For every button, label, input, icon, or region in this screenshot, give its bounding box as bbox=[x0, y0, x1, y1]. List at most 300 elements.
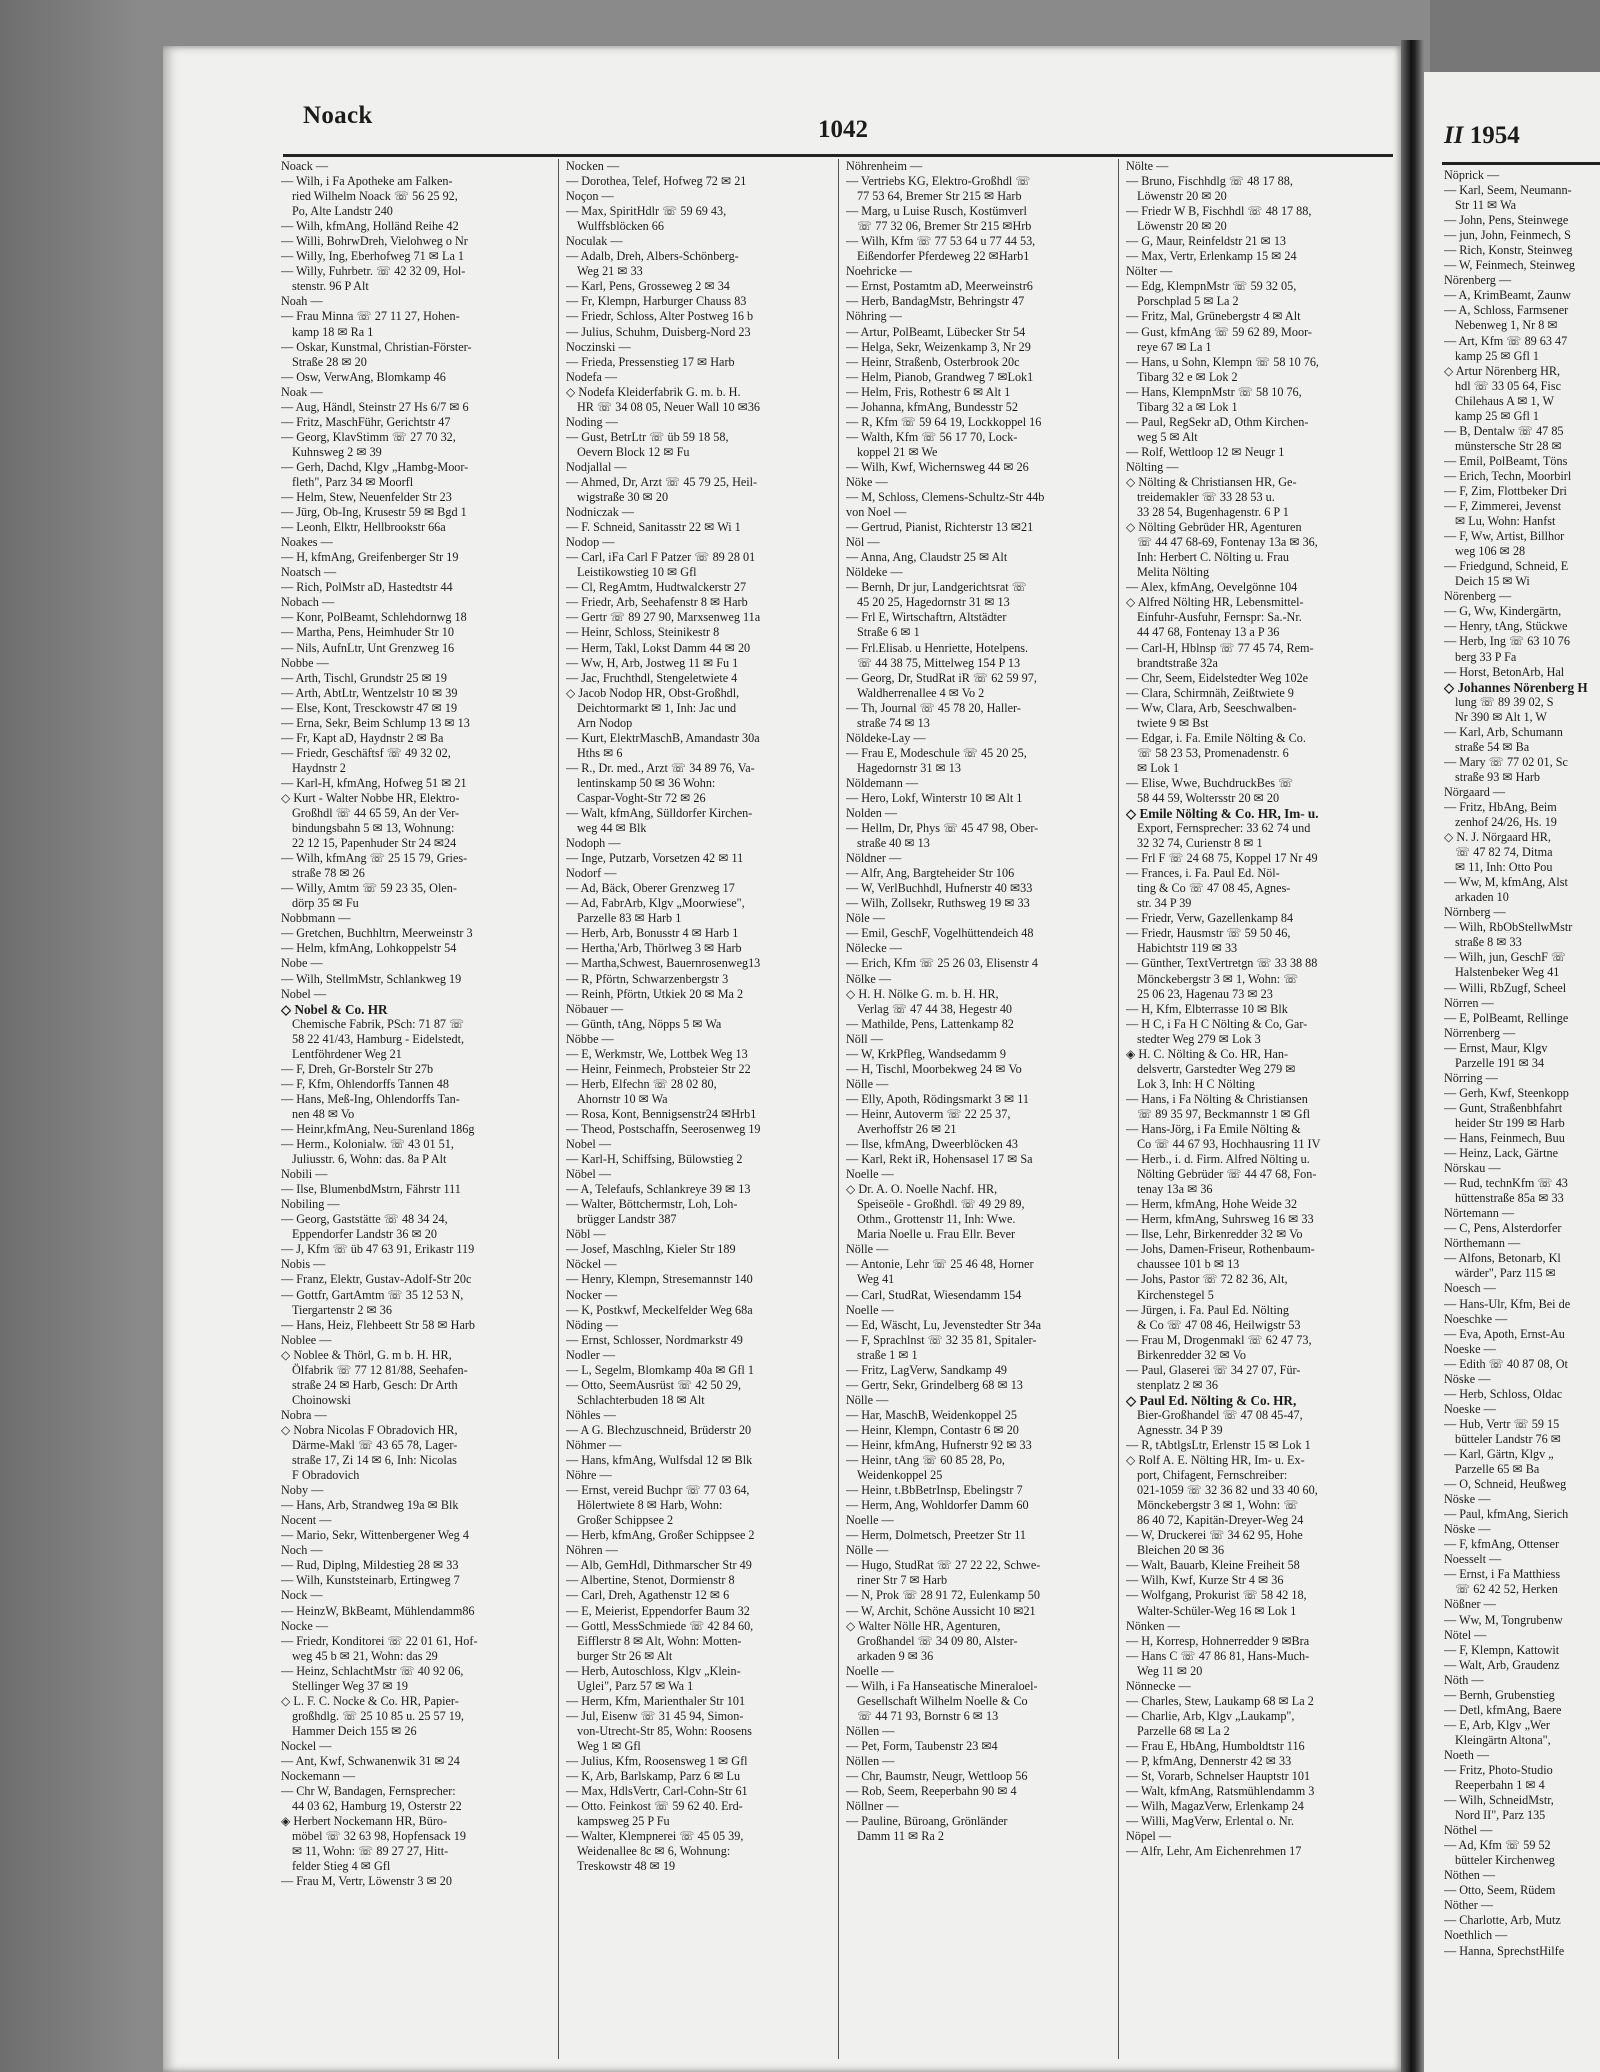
directory-entry: — Fritz, LagVerw, Sandkamp 49 bbox=[846, 1362, 1008, 1377]
surname-heading: Nörnberg — bbox=[1444, 905, 1506, 920]
directory-entry: Stellinger Weg 37 ✉ 19 bbox=[292, 1678, 408, 1693]
surname-heading: Nölle — bbox=[846, 1392, 889, 1407]
directory-entry: — Herm., Kolonialw. ☏ 43 01 51, bbox=[281, 1137, 454, 1152]
surname-heading: Nockemann — bbox=[281, 1769, 356, 1784]
directory-entry: — Karl, Gärtn, Klgv „ bbox=[1444, 1446, 1554, 1461]
directory-entry: Nölting Gebrüder ☏ 44 47 68, Fon- bbox=[1137, 1167, 1317, 1182]
directory-entry: — Wolfgang, Prokurist ☏ 58 42 18, bbox=[1126, 1588, 1307, 1603]
directory-entry: 021-1059 ☏ 32 36 82 und 33 40 60, bbox=[1137, 1483, 1318, 1498]
column-2 bbox=[566, 159, 834, 2059]
directory-entry: — Edith ☏ 40 87 08, Ot bbox=[1444, 1356, 1568, 1371]
directory-entry: — E, PolBeamt, Rellinge bbox=[1444, 1010, 1569, 1025]
directory-entry: Averhoffstr 26 ✉ 21 bbox=[857, 1122, 957, 1136]
directory-entry: — Charles, Stew, Laukamp 68 ✉ La 2 bbox=[1126, 1693, 1314, 1708]
directory-entry: HR ☏ 34 08 05, Neuer Wall 10 ✉36 bbox=[577, 399, 761, 414]
surname-heading: Noçon — bbox=[566, 189, 614, 204]
directory-entry: — Otto, SeemAusrüst ☏ 42 50 29, bbox=[566, 1377, 742, 1392]
directory-entry: — F, Dreh, Gr-Borstelr Str 27b bbox=[281, 1061, 434, 1076]
directory-entry: — Rud, Diplng, Mildestieg 28 ✉ 33 bbox=[281, 1558, 459, 1573]
surname-heading: Nobili — bbox=[281, 1167, 328, 1182]
directory-entry: — F, kfmAng, Ottenser bbox=[1444, 1537, 1560, 1552]
directory-entry: — Frau M, Drogenmakl ☏ 62 47 73, bbox=[1126, 1332, 1312, 1347]
directory-entry: — Herb, Elfechn ☏ 28 02 80, bbox=[566, 1076, 717, 1091]
directory-entry: Eifflerstr 8 ✉ Alt, Wohn: Motten- bbox=[577, 1633, 742, 1648]
directory-entry: — Wilh, Zollsekr, Ruthsweg 19 ✉ 33 bbox=[846, 896, 1030, 911]
surname-heading: Noeske — bbox=[1444, 1401, 1496, 1416]
directory-entry: — K, Postkwf, Meckelfelder Weg 68a bbox=[566, 1302, 753, 1317]
directory-entry: ◇ N. J. Nörgaard HR, bbox=[1444, 830, 1551, 845]
directory-entry: — G, Ww, Kindergärtn, bbox=[1444, 604, 1562, 619]
directory-entry: ◇ Rolf A. E. Nölting HR, Im- u. Ex- bbox=[1126, 1453, 1305, 1468]
directory-entry: — Friedr W B, Fischhdl ☏ 48 17 88, bbox=[1126, 204, 1312, 219]
directory-entry: — Herb, kfmAng, Großer Schippsee 2 bbox=[566, 1528, 755, 1543]
directory-entry: Leistikowstieg 10 ✉ Gfl bbox=[577, 565, 697, 580]
directory-entry: — Ww, Clara, Arb, Seeschwalben- bbox=[1126, 700, 1297, 715]
directory-entry: — Friedr, Hausmstr ☏ 59 50 46, bbox=[1126, 926, 1291, 941]
directory-entry: — R, tAbtlgsLtr, Erlenstr 15 ✉ Lok 1 bbox=[1126, 1437, 1311, 1452]
directory-entry: — Gust, BetrLtr ☏ üb 59 18 58, bbox=[566, 429, 729, 444]
directory-entry: — Karl, Pens, Grosseweg 2 ✉ 34 bbox=[566, 279, 730, 294]
directory-entry: ◇ Artur Nörenberg HR, bbox=[1444, 363, 1561, 378]
directory-entry: — Elise, Wwe, BuchdruckBes ☏ bbox=[1126, 775, 1294, 790]
surname-heading: Nöbauer — bbox=[566, 1001, 624, 1016]
directory-entry: — Chr, Baumstr, Neugr, Wettloop 56 bbox=[846, 1769, 1028, 1784]
directory-entry: — Gunt, Straßenbhfahrt bbox=[1444, 1100, 1563, 1115]
directory-entry: ◇ Dr. A. O. Noelle Nachf. HR, bbox=[846, 1182, 998, 1197]
column-1 bbox=[281, 159, 549, 2059]
directory-entry: — Pauline, Büroang, Grönländer bbox=[846, 1814, 1008, 1829]
directory-entry: 25 06 23, Hagenau 73 ✉ 23 bbox=[1137, 986, 1273, 1001]
directory-entry: — Emil, GeschF, Vogelhüttendeich 48 bbox=[846, 926, 1034, 941]
directory-entry: — Friedr, Schloss, Alter Postweg 16 b bbox=[566, 309, 754, 324]
directory-entry: port, Chifagent, Fernschreiber: bbox=[1137, 1468, 1288, 1483]
directory-entry: ◇ Nobra Nicolas F Obradovich HR, bbox=[281, 1422, 458, 1437]
directory-entry: — Konr, PolBeamt, Schlehdornwg 18 bbox=[281, 610, 467, 625]
surname-heading: Nöhmer — bbox=[566, 1437, 622, 1452]
directory-entry: — Fritz, Mal, Grünebergstr 4 ✉ Alt bbox=[1126, 309, 1301, 324]
directory-entry: ☏ 47 82 74, Ditma bbox=[1455, 845, 1553, 860]
directory-entry: — Reinh, Pförtn, Utkiek 20 ✉ Ma 2 bbox=[566, 986, 744, 1001]
directory-entry: — Heinr, tAng ☏ 60 85 28, Po, bbox=[846, 1453, 1005, 1468]
directory-entry: — Jürgen, i. Fa. Paul Ed. Nölting bbox=[1126, 1302, 1289, 1317]
directory-entry: wigstraße 30 ✉ 20 bbox=[577, 490, 669, 505]
directory-entry: Weg 21 ✉ 33 bbox=[577, 264, 643, 279]
directory-entry: Deichtormarkt ✉ 1, Inh: Jac und bbox=[577, 700, 737, 715]
surname-heading: Nölte — bbox=[1126, 159, 1169, 173]
directory-entry: — Gertrud, Pianist, Richterstr 13 ✉21 bbox=[846, 520, 1034, 535]
directory-entry: ☏ 44 47 68-69, Fontenay 13a ✉ 36, bbox=[1137, 535, 1318, 550]
right-year: 1954 bbox=[1469, 122, 1520, 149]
directory-entry: — Horst, BetonArb, Hal bbox=[1444, 664, 1565, 679]
directory-entry: — Max, Vertr, Erlenkamp 15 ✉ 24 bbox=[1126, 249, 1297, 264]
directory-entry: — Frl E, Wirtschaftrn, Altstädter bbox=[846, 610, 1007, 625]
surname-heading: Nöl — bbox=[846, 535, 880, 550]
directory-entry: — Edgar, i. Fa. Emile Nölting & Co. bbox=[1126, 730, 1306, 745]
directory-entry: weg 45 b ✉ 21, Wohn: das 29 bbox=[292, 1648, 438, 1663]
directory-entry: arkaden 10 bbox=[1455, 890, 1509, 905]
directory-entry: — Hellm, Dr, Phys ☏ 45 47 98, Ober- bbox=[846, 821, 1039, 836]
surname-heading: Noatsch — bbox=[281, 565, 337, 580]
directory-entry: — Frau E, HbAng, Humboldtstr 116 bbox=[1126, 1738, 1305, 1753]
directory-entry: Waldherrenallee 4 ✉ Vo 2 bbox=[857, 685, 985, 700]
surname-heading: Nöther — bbox=[1444, 1898, 1494, 1913]
directory-entry: — Gertr, Sekr, Grindelberg 68 ✉ 13 bbox=[846, 1377, 1023, 1392]
directory-entry: Mönckebergstr 3 ✉ 1, Wohn: ☏ bbox=[1137, 1498, 1299, 1513]
directory-entry: — Max, SpiritHdlr ☏ 59 69 43, bbox=[566, 204, 727, 219]
surname-heading: Noack — bbox=[281, 159, 329, 173]
directory-entry: — Hanna, SprechstHilfe bbox=[1444, 1943, 1565, 1958]
directory-entry: — Ilse, BlumenbdMstrn, Fährstr 111 bbox=[281, 1182, 461, 1197]
directory-entry: Chilehaus A ✉ 1, W bbox=[1455, 393, 1555, 408]
directory-entry: — Helm, Pianob, Grandweg 7 ✉Lok1 bbox=[846, 369, 1034, 384]
directory-entry: möbel ☏ 32 63 98, Hopfensack 19 bbox=[292, 1829, 466, 1844]
directory-entry: Weg 41 bbox=[857, 1272, 895, 1287]
directory-entry: — Georg, Dr, StudRat iR ☏ 62 59 97, bbox=[846, 670, 1037, 685]
directory-entry: ◇ Jacob Nodop HR, Obst-Großhdl, bbox=[566, 685, 740, 700]
directory-entry: Hammer Deich 155 ✉ 26 bbox=[292, 1723, 417, 1738]
directory-entry: — Heinr,kfmAng, Neu-Surenland 186g bbox=[281, 1122, 475, 1136]
directory-entry: riner Str 7 ✉ Harb bbox=[857, 1573, 948, 1588]
directory-entry: — E, Arb, Klgv „Wer bbox=[1444, 1717, 1550, 1732]
surname-heading: Nölke — bbox=[846, 971, 892, 986]
directory-entry: koppel 21 ✉ We bbox=[857, 444, 938, 459]
book-gutter bbox=[1401, 40, 1424, 2072]
surname-heading: Nöhren — bbox=[566, 1543, 618, 1558]
directory-entry: zenhof 24/26, Hs. 19 bbox=[1455, 815, 1557, 830]
surname-heading: Nöthen — bbox=[1444, 1868, 1496, 1883]
directory-entry: bütteler Kirchenweg bbox=[1455, 1853, 1555, 1868]
directory-entry: tenay 13a ✉ 36 bbox=[1137, 1182, 1213, 1197]
right-column bbox=[1444, 168, 1600, 2068]
directory-entry: — Kurt, ElektrMaschB, Amandastr 30a bbox=[566, 730, 760, 745]
directory-entry: hdl ☏ 33 05 64, Fisc bbox=[1455, 378, 1561, 393]
directory-entry: ◇ Nodefa Kleiderfabrik G. m. b. H. bbox=[566, 384, 741, 399]
directory-entry: — Wilh, Kwf, Wichernsweg 44 ✉ 26 bbox=[846, 459, 1029, 474]
directory-entry: stedter Weg 279 ✉ Lok 3 bbox=[1137, 1031, 1261, 1046]
surname-heading: Nörskau — bbox=[1444, 1161, 1501, 1176]
directory-entry: stenstr. 96 P Alt bbox=[292, 279, 369, 294]
directory-entry: weg 5 ✉ Alt bbox=[1137, 429, 1198, 444]
directory-entry: — Willi, RbZugf, Scheel bbox=[1444, 980, 1567, 995]
directory-entry: Straße 6 ✉ 1 bbox=[857, 625, 920, 640]
directory-entry: Ölfabrik ☏ 77 12 81/88, Seehafen- bbox=[292, 1362, 468, 1377]
directory-entry: — Walter, Klempnerei ☏ 45 05 39, bbox=[566, 1829, 744, 1844]
directory-entry: — Willi, MagVerw, Erlental o. Nr. bbox=[1126, 1814, 1295, 1829]
directory-entry: kamp 25 ✉ Gfl 1 bbox=[1455, 348, 1540, 363]
directory-entry: — Heinr, Klempn, Contastr 6 ✉ 20 bbox=[846, 1422, 1019, 1437]
surname-heading: Nöprick — bbox=[1444, 168, 1500, 182]
directory-entry: Lentföhrdener Weg 21 bbox=[292, 1046, 402, 1061]
directory-entry: Wulffsblöcken 66 bbox=[577, 219, 664, 234]
directory-entry: ◈ Herbert Nockemann HR, Büro- bbox=[281, 1814, 448, 1829]
directory-entry: Inh: Herbert C. Nölting u. Frau bbox=[1137, 550, 1289, 565]
directory-entry: — Karl, Seem, Neumann- bbox=[1444, 183, 1572, 198]
directory-entry: — Oskar, Kunstmal, Christian-Förster- bbox=[281, 339, 472, 354]
surname-heading: Nöske — bbox=[1444, 1492, 1491, 1507]
directory-entry: Löwenstr 20 ✉ 20 bbox=[1137, 219, 1227, 234]
directory-entry: — Ilse, Lehr, Birkenredder 32 ✉ Vo bbox=[1126, 1227, 1303, 1242]
directory-entry: — Heinr, Autoverm ☏ 22 25 37, bbox=[846, 1106, 1011, 1121]
directory-entry: — Hugo, StudRat ☏ 27 22 22, Schwe- bbox=[846, 1558, 1041, 1573]
directory-entry: — A, Schloss, Farmsener bbox=[1444, 303, 1569, 318]
column-divider bbox=[558, 159, 559, 2059]
directory-entry: — Aug, Händl, Steinstr 27 Hs 6/7 ✉ 6 bbox=[281, 399, 469, 414]
surname-heading: Nobis — bbox=[281, 1257, 326, 1272]
directory-entry: Co ☏ 44 67 93, Hochhausring 11 IV bbox=[1137, 1137, 1321, 1152]
surname-heading: Noak — bbox=[281, 384, 323, 399]
directory-entry: heider Str 199 ✉ Harb bbox=[1455, 1115, 1565, 1130]
surname-heading: Nodefa — bbox=[566, 369, 618, 384]
surname-heading: Nörthemann — bbox=[1444, 1236, 1521, 1251]
directory-entry: 32 32 74, Curienstr 8 ✉ 1 bbox=[1137, 836, 1263, 851]
right-header-rule bbox=[1442, 162, 1600, 165]
directory-entry: — Johanna, kfmAng, Bundesstr 52 bbox=[846, 399, 1018, 414]
directory-entry: — Walter, Böttchermstr, Loh, Loh- bbox=[566, 1197, 738, 1212]
directory-entry: — Rob, Seem, Reeperbahn 90 ✉ 4 bbox=[846, 1784, 1017, 1799]
directory-entry: Parzelle 68 ✉ La 2 bbox=[1137, 1723, 1230, 1738]
directory-entry: — Wilh, i Fa Hanseatische Mineraloel- bbox=[846, 1678, 1038, 1693]
directory-entry: — W, Feinmech, Steinweg bbox=[1444, 258, 1576, 273]
directory-entry: — Ernst, Maur, Klgv bbox=[1444, 1040, 1548, 1055]
directory-entry: Tiergartenstr 2 ✉ 36 bbox=[292, 1302, 392, 1317]
directory-entry: — Willi, BohrwDreh, Vielohweg o Nr bbox=[281, 234, 468, 249]
directory-entry: ◇ Kurt - Walter Nobbe HR, Elektro- bbox=[281, 790, 460, 805]
surname-heading: Nörren — bbox=[1444, 995, 1494, 1010]
directory-entry: straße 40 ✉ 13 bbox=[857, 836, 930, 851]
surname-heading: Nölter — bbox=[1126, 264, 1173, 279]
surname-heading: Nöldeke-Lay — bbox=[846, 730, 926, 745]
directory-entry: — Willy, Ing, Eberhofweg 71 ✉ La 1 bbox=[281, 249, 465, 264]
directory-entry: — Wilh, StellmMstr, Schlankweg 19 bbox=[281, 971, 462, 986]
directory-entry: — Herb, Schloss, Oldac bbox=[1444, 1386, 1563, 1401]
directory-entry: — Wilh, Kwf, Kurze Str 4 ✉ 36 bbox=[1126, 1573, 1284, 1588]
directory-entry: — F, Ww, Artist, Billhor bbox=[1444, 529, 1565, 544]
directory-entry: — Günther, TextVertretgn ☏ 33 38 88 bbox=[1126, 956, 1318, 971]
directory-entry: — Clara, Schirmnäh, Zeißtwiete 9 bbox=[1126, 685, 1294, 700]
directory-entry: 22 12 15, Papenhuder Str 24 ✉24 bbox=[292, 836, 457, 851]
directory-entry: — Helm, Fris, Rothestr 6 ✉ Alt 1 bbox=[846, 384, 1011, 399]
directory-entry: ting & Co ☏ 47 08 45, Agnes- bbox=[1137, 881, 1291, 896]
surname-heading: Noehricke — bbox=[846, 264, 912, 279]
directory-entry: — Adalb, Dreh, Albers-Schönberg- bbox=[566, 249, 739, 264]
directory-entry: — Mario, Sekr, Wittenbergener Weg 4 bbox=[281, 1528, 469, 1543]
directory-entry: — J, Kfm ☏ üb 47 63 91, Erikastr 119 bbox=[281, 1242, 475, 1257]
directory-entry: — Herm, kfmAng, Suhrsweg 16 ✉ 33 bbox=[1126, 1212, 1314, 1227]
directory-entry: — Franz, Elektr, Gustav-Adolf-Str 20c bbox=[281, 1272, 472, 1287]
directory-entry: — Vertriebs KG, Elektro-Großhdl ☏ bbox=[846, 174, 1031, 189]
directory-entry: kamp 18 ✉ Ra 1 bbox=[292, 324, 374, 339]
surname-heading: Nöll — bbox=[846, 1031, 883, 1046]
surname-heading: Nöllner — bbox=[846, 1799, 899, 1814]
directory-entry: straße 93 ✉ Harb bbox=[1455, 769, 1541, 784]
directory-entry: — Bernh, Grubenstieg bbox=[1444, 1687, 1555, 1702]
directory-entry: — F, Klempn, Kattowit bbox=[1444, 1642, 1560, 1657]
directory-entry: twiete 9 ✉ Bst bbox=[1137, 715, 1209, 730]
directory-entry: — Antonie, Lehr ☏ 25 46 48, Horner bbox=[846, 1257, 1034, 1272]
directory-entry: — Osw, VerwAng, Blomkamp 46 bbox=[281, 369, 446, 384]
directory-entry: — Helga, Sekr, Weizenkamp 3, Nr 29 bbox=[846, 339, 1031, 354]
directory-entry: — Dorothea, Telef, Hofweg 72 ✉ 21 bbox=[566, 174, 747, 189]
directory-entry: Reeperbahn 1 ✉ 4 bbox=[1455, 1778, 1545, 1793]
directory-entry: — Ad, FabrArb, Klgv „Moorwiese", bbox=[566, 896, 745, 911]
directory-entry: Birkenredder 32 ✉ Vo bbox=[1137, 1347, 1246, 1362]
directory-entry: Ahornstr 10 ✉ Wa bbox=[577, 1091, 668, 1106]
directory-entry: Kirchenstegel 5 bbox=[1137, 1287, 1214, 1302]
directory-entry: — Alex, kfmAng, Oevelgönne 104 bbox=[1126, 580, 1298, 595]
directory-entry: ◇ Alfred Nölting HR, Lebensmittel- bbox=[1126, 595, 1304, 610]
directory-entry: — Karl, Arb, Schumann bbox=[1444, 724, 1563, 739]
directory-entry: arkaden 9 ✉ 36 bbox=[857, 1648, 934, 1663]
column-3 bbox=[846, 159, 1114, 2059]
surname-heading: Nöbbe — bbox=[566, 1031, 614, 1046]
directory-entry: — Ahmed, Dr, Arzt ☏ 45 79 25, Heil- bbox=[566, 474, 758, 489]
directory-entry: & Co ☏ 47 08 46, Heilwigstr 53 bbox=[1137, 1317, 1301, 1332]
directory-entry: — Julius, Schuhm, Duisberg-Nord 23 bbox=[566, 324, 751, 339]
directory-entry: — Erich, Kfm ☏ 25 26 03, Elisenstr 4 bbox=[846, 956, 1038, 971]
surname-heading: Noeske — bbox=[1444, 1341, 1496, 1356]
directory-entry: — Albertine, Stenot, Dormienstr 8 bbox=[566, 1573, 735, 1588]
directory-entry: — Wilh, SchneidMstr, bbox=[1444, 1793, 1554, 1808]
column-4 bbox=[1126, 159, 1394, 2059]
directory-entry: — A, KrimBeamt, Zaunw bbox=[1444, 288, 1571, 303]
directory-entry: ☏ 44 71 93, Bornstr 6 ✉ 13 bbox=[857, 1708, 999, 1723]
directory-entry: — Carl-H, Hblnsp ☏ 77 45 74, Rem- bbox=[1126, 640, 1314, 655]
directory-entry: Hths ✉ 6 bbox=[577, 745, 623, 760]
directory-entry: — Gertr ☏ 89 27 90, Marxsenweg 11a bbox=[566, 610, 761, 625]
directory-entry: — Arth, AbtLtr, Wentzelstr 10 ✉ 39 bbox=[281, 685, 458, 700]
directory-entry: Chemische Fabrik, PSch: 71 87 ☏ bbox=[292, 1016, 465, 1031]
directory-entry: reye 67 ✉ La 1 bbox=[1137, 339, 1212, 354]
directory-entry: ◇ L. F. C. Nocke & Co. HR, Papier- bbox=[281, 1693, 459, 1708]
directory-entry: Parzelle 191 ✉ 34 bbox=[1455, 1055, 1545, 1070]
directory-entry: — Marg, u Luise Rusch, Kostümverl bbox=[846, 204, 1027, 219]
surname-heading: Noeth — bbox=[1444, 1747, 1490, 1762]
directory-entry: ◇ Johannes Nörenberg H bbox=[1444, 679, 1588, 695]
directory-entry: brandtstraße 32a bbox=[1137, 655, 1218, 670]
directory-entry: — Georg, Gaststätte ☏ 48 34 24, bbox=[281, 1212, 448, 1227]
directory-entry: — Helm, kfmAng, Lohkoppelstr 54 bbox=[281, 941, 457, 956]
directory-entry: 58 22 41/43, Hamburg - Eidelstedt, bbox=[292, 1031, 465, 1046]
surname-heading: Nobach — bbox=[281, 595, 335, 610]
surname-heading: Nöllen — bbox=[846, 1753, 895, 1768]
directory-entry: — Anna, Ang, Claudstr 25 ✉ Alt bbox=[846, 550, 1008, 565]
directory-entry: Maria Noelle u. Frau Ellr. Bever bbox=[857, 1227, 1016, 1242]
surname-heading: Noby — bbox=[281, 1483, 324, 1498]
directory-entry: — Ernst, i Fa Matthiess bbox=[1444, 1567, 1561, 1582]
directory-entry: 44 47 68, Fontenay 13 a P 36 bbox=[1137, 625, 1280, 640]
directory-entry: — G, Maur, Reinfeldstr 21 ✉ 13 bbox=[1126, 234, 1287, 249]
surname-heading: Nöke — bbox=[846, 474, 888, 489]
surname-heading: Noelle — bbox=[846, 1513, 894, 1528]
directory-entry: — Fritz, MaschFühr, Gerichtstr 47 bbox=[281, 414, 451, 429]
directory-entry: — Walth, Kfm ☏ 56 17 70, Lock- bbox=[846, 429, 1018, 444]
right-volume-mark: II bbox=[1444, 122, 1464, 149]
directory-entry: — Friedgund, Schneid, E bbox=[1444, 559, 1569, 574]
directory-entry: burger Str 26 ✉ Alt bbox=[577, 1648, 673, 1663]
directory-entry: Treskowstr 48 ✉ 19 bbox=[577, 1859, 676, 1874]
surname-heading: Nölecke — bbox=[846, 941, 902, 956]
surname-heading: Noethlich — bbox=[1444, 1928, 1508, 1943]
surname-heading: Nöbel — bbox=[566, 1167, 612, 1182]
directory-entry: — Rich, Konstr, Steinweg bbox=[1444, 243, 1573, 258]
directory-entry: — Herm, Ang, Wohldorfer Damm 60 bbox=[846, 1498, 1029, 1513]
surname-heading: Noculak — bbox=[566, 234, 623, 249]
directory-entry: — Herm, Takl, Lokst Damm 44 ✉ 20 bbox=[566, 640, 751, 655]
surname-heading: Noeschke — bbox=[1444, 1311, 1508, 1326]
directory-entry: ☏ 77 32 06, Bremer Str 215 ✉Hrb bbox=[857, 219, 1032, 234]
directory-entry: — Frances, i. Fa. Paul Ed. Nöl- bbox=[1126, 866, 1280, 881]
directory-entry: — Hans-Jörg, i Fa Emile Nölting & bbox=[1126, 1122, 1301, 1136]
surname-heading: Nölle — bbox=[846, 1543, 889, 1558]
directory-entry: Arn Nodop bbox=[577, 715, 633, 730]
directory-entry: Damm 11 ✉ Ra 2 bbox=[857, 1829, 944, 1844]
surname-heading: Nodler — bbox=[566, 1347, 616, 1362]
directory-entry: — Hans, KlempnMstr ☏ 58 10 76, bbox=[1126, 384, 1302, 399]
directory-entry: — Heinz, SchlachtMstr ☏ 40 92 06, bbox=[281, 1663, 464, 1678]
directory-entry: ◇ Nölting & Christiansen HR, Ge- bbox=[1126, 474, 1297, 489]
directory-entry: — Inge, Putzarb, Vorsetzen 42 ✉ 11 bbox=[566, 851, 744, 866]
directory-entry: — Carl, Dreh, Agathenstr 12 ✉ 6 bbox=[566, 1588, 730, 1603]
directory-entry: — Else, Kont, Tresckowstr 47 ✉ 19 bbox=[281, 700, 458, 715]
directory-entry: Haydnstr 2 bbox=[292, 760, 346, 775]
directory-entry: — W, Archit, Schöne Aussicht 10 ✉21 bbox=[846, 1603, 1036, 1618]
directory-entry: — Herb, Arb, Bonusstr 4 ✉ Harb 1 bbox=[566, 926, 739, 941]
directory-entry: — Heinr, Feinmech, Probsteier Str 22 bbox=[566, 1061, 751, 1076]
directory-entry: — Heinr, Straßenb, Osterbrook 20c bbox=[846, 354, 1020, 369]
directory-entry: — Walt, kfmAng, Ratsmühlendamm 3 bbox=[1126, 1784, 1315, 1799]
directory-entry: — Fr, Klempn, Harburger Chauss 83 bbox=[566, 294, 747, 309]
surname-heading: Noding — bbox=[566, 414, 618, 429]
directory-entry: — Eva, Apoth, Ernst-Au bbox=[1444, 1326, 1565, 1341]
surname-heading: Nörring — bbox=[1444, 1070, 1498, 1085]
directory-entry: Nord II", Parz 135 bbox=[1455, 1808, 1546, 1823]
surname-heading: Nöbl — bbox=[566, 1227, 606, 1242]
surname-heading: Noblee — bbox=[281, 1332, 332, 1347]
directory-entry: — Mathilde, Pens, Lattenkamp 82 bbox=[846, 1016, 1014, 1031]
directory-entry: — Willy, Fuhrbetr. ☏ 42 32 09, Hol- bbox=[281, 264, 466, 279]
directory-entry: — Alb, GemHdl, Dithmarscher Str 49 bbox=[566, 1558, 752, 1573]
directory-entry: kamp 25 ✉ Gfl 1 bbox=[1455, 408, 1540, 423]
surname-heading: Nöth — bbox=[1444, 1672, 1484, 1687]
directory-entry: — jun, John, Feinmech, S bbox=[1444, 228, 1571, 243]
directory-entry: — Herb, Ing ☏ 63 10 76 bbox=[1444, 634, 1570, 649]
directory-entry: Eppendorfer Landstr 36 ✉ 20 bbox=[292, 1227, 437, 1242]
directory-entry: — M, Schloss, Clemens-Schultz-Str 44b bbox=[846, 490, 1045, 505]
directory-entry: — Alfr, Ang, Bargteheider Str 106 bbox=[846, 866, 1015, 881]
directory-entry: — Günth, tAng, Nöpps 5 ✉ Wa bbox=[566, 1016, 722, 1031]
directory-entry: — Ww, M, Tongrubenw bbox=[1444, 1612, 1563, 1627]
surname-heading: Noesch — bbox=[1444, 1281, 1496, 1296]
surname-heading: Nobra — bbox=[281, 1407, 327, 1422]
directory-entry: Halstenbeker Weg 41 bbox=[1455, 965, 1560, 980]
directory-entry: — Erich, Techn, Moorbirl bbox=[1444, 468, 1572, 483]
directory-entry: ✉ 11, Inh: Otto Pou bbox=[1455, 860, 1553, 875]
directory-entry: — L, Segelm, Blomkamp 40a ✉ Gfl 1 bbox=[566, 1362, 754, 1377]
directory-entry: — W, Druckerei ☏ 34 62 95, Hohe bbox=[1126, 1528, 1303, 1543]
directory-entry: Verlag ☏ 47 44 38, Hegestr 40 bbox=[857, 1001, 1013, 1016]
directory-entry: — HeinzW, BkBeamt, Mühlendamm86 bbox=[281, 1603, 475, 1618]
directory-entry: ◇ Nölting Gebrüder HR, Agenturen bbox=[1126, 520, 1302, 535]
surname-heading: Nöhles — bbox=[566, 1407, 616, 1422]
surname-heading: Noch — bbox=[281, 1543, 323, 1558]
directory-entry: Habichtstr 119 ✉ 33 bbox=[1137, 941, 1238, 956]
directory-entry: bütteler Landstr 76 ✉ bbox=[1455, 1431, 1561, 1446]
surname-heading: Noelle — bbox=[846, 1302, 894, 1317]
directory-entry: Tibarg 32 e ✉ Lok 2 bbox=[1137, 369, 1238, 384]
surname-heading: Nöske — bbox=[1444, 1522, 1491, 1537]
directory-entry: — Heinr, t.BbBetrInsp, Ebelingstr 7 bbox=[846, 1483, 1023, 1498]
directory-entry: — Wilh, Kunststeinarb, Ertingweg 7 bbox=[281, 1573, 460, 1588]
